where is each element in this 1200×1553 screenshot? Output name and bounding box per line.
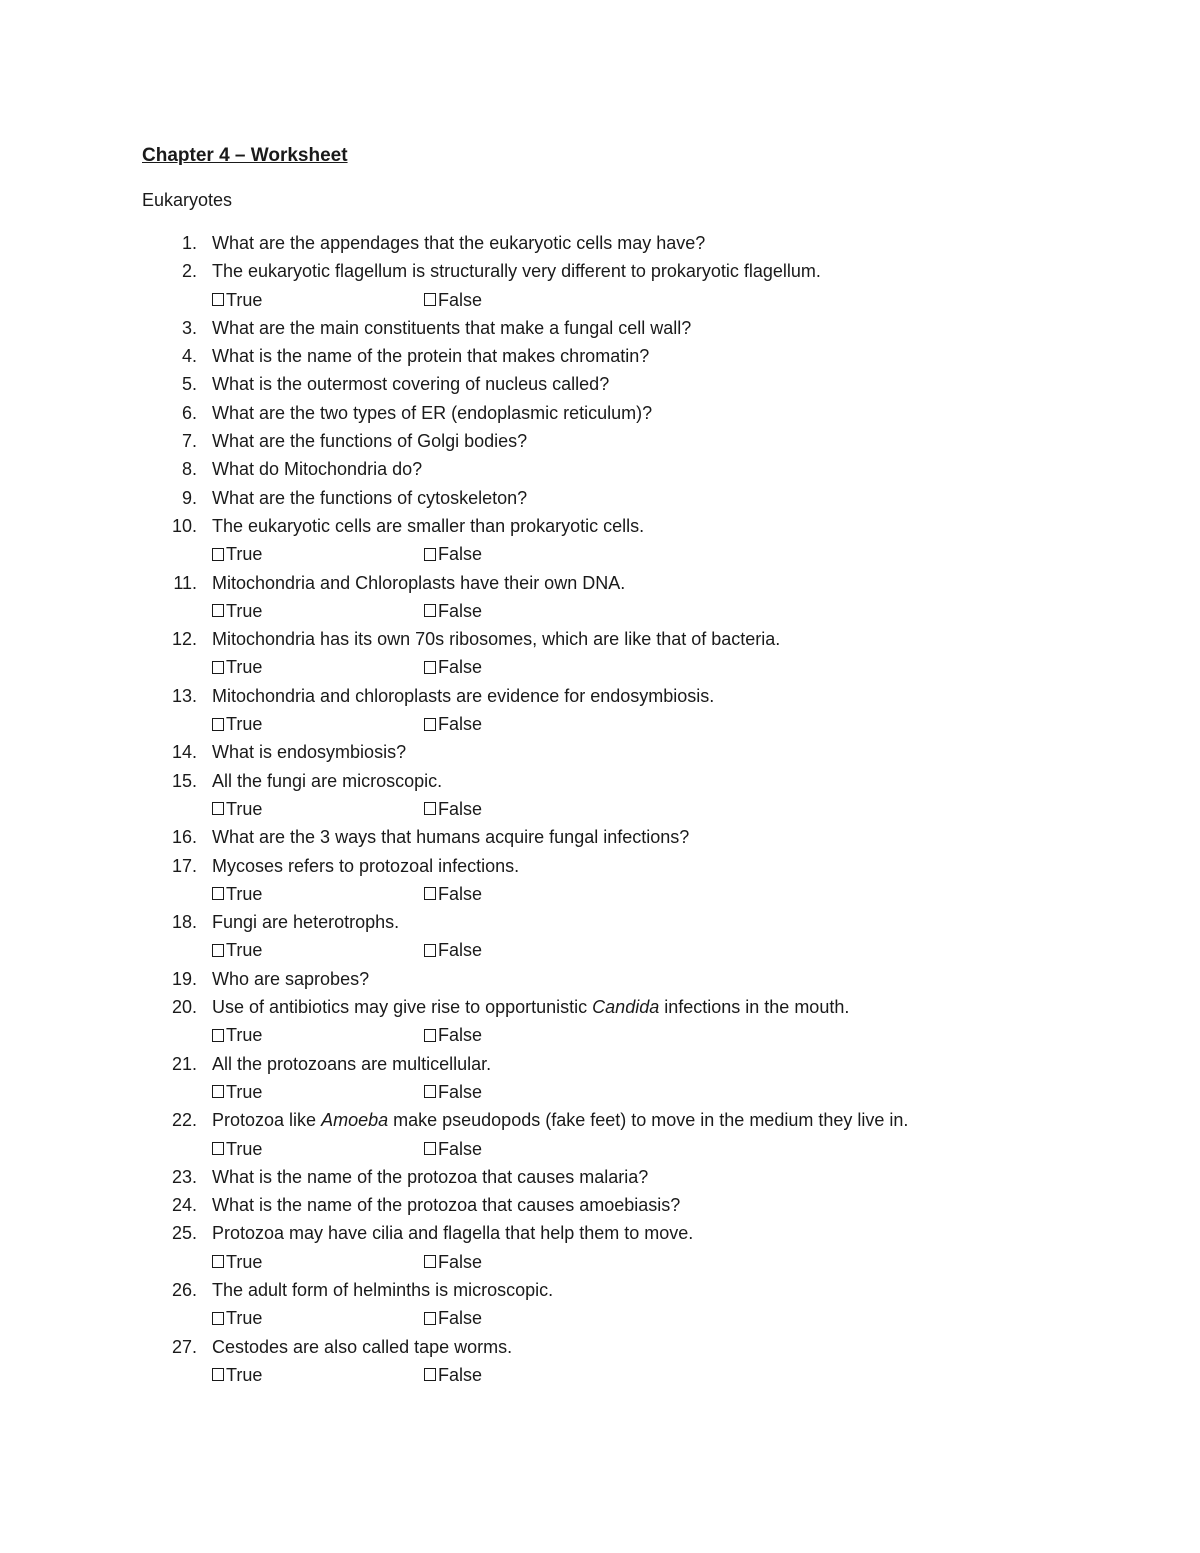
true-label: True — [226, 940, 263, 961]
question-number: 5. — [181, 374, 197, 395]
question-number: 6. — [181, 402, 197, 423]
false-label: False — [438, 798, 483, 819]
question-text — [212, 993, 849, 1021]
true-false-options — [0, 936, 1200, 964]
false-label: False — [438, 1251, 483, 1272]
question-item — [0, 767, 1200, 795]
checkbox-icon[interactable] — [212, 1085, 224, 1098]
question-item — [0, 682, 1200, 710]
true-option[interactable] — [212, 936, 262, 964]
checkbox-icon[interactable] — [424, 293, 436, 306]
false-option[interactable] — [424, 1135, 482, 1163]
checkbox-icon[interactable] — [212, 1312, 224, 1325]
question-text: Mitochondria has its own 70s ribosomes, which are like that of bacteria. — [212, 629, 781, 650]
checkbox-icon[interactable] — [424, 604, 436, 617]
checkbox-icon[interactable] — [424, 548, 436, 561]
question-text: What are the 3 ways that humans acquire fungal infections? — [212, 827, 690, 848]
question-number: 4. — [181, 346, 197, 367]
question-text: What are the functions of Golgi bodies? — [212, 431, 528, 452]
true-label: True — [226, 657, 263, 678]
true-label: True — [226, 544, 263, 565]
question-number: 18. — [171, 912, 197, 933]
question-number: 19. — [171, 968, 197, 989]
question-text: What are the two types of ER (endoplasmic reticulum)? — [212, 402, 653, 423]
checkbox-icon[interactable] — [212, 802, 224, 815]
question-number: 9. — [181, 487, 197, 508]
question-number: 14. — [171, 742, 197, 763]
true-label: True — [226, 1025, 263, 1046]
question-number: 16. — [171, 827, 197, 848]
true-option[interactable] — [212, 1135, 262, 1163]
false-label: False — [438, 657, 483, 678]
checkbox-icon[interactable] — [212, 604, 224, 617]
false-option[interactable] — [424, 1361, 482, 1389]
true-option[interactable] — [212, 1361, 262, 1389]
true-label: True — [226, 798, 263, 819]
question-text: What are the main constituents that make a fungal cell wall? — [212, 317, 692, 338]
true-option[interactable] — [212, 1078, 262, 1106]
question-item — [0, 1163, 1200, 1191]
question-text: Cestodes are also called tape worms. — [212, 1336, 513, 1357]
question-item — [0, 257, 1200, 285]
question-text: Mycoses refers to protozoal infections. — [212, 855, 520, 876]
true-option[interactable] — [212, 880, 262, 908]
question-text: The adult form of helminths is microscopic. — [212, 1279, 554, 1300]
question-number: 3. — [181, 317, 197, 338]
false-label: False — [438, 940, 483, 961]
question-text: The eukaryotic flagellum is structurally very different to prokaryotic flagellum. — [212, 261, 821, 282]
false-label: False — [438, 544, 483, 565]
false-label: False — [438, 1081, 483, 1102]
true-false-options — [0, 653, 1200, 681]
question-item — [0, 993, 1200, 1021]
question-text — [212, 1106, 908, 1134]
question-text-part: Use of antibiotics may give rise to opportunistic — [212, 997, 593, 1018]
true-option[interactable] — [212, 795, 262, 823]
question-item — [0, 852, 1200, 880]
true-option[interactable] — [212, 1021, 262, 1049]
true-option[interactable] — [212, 653, 262, 681]
question-item — [0, 399, 1200, 427]
question-number: 10. — [171, 515, 197, 536]
false-option[interactable] — [424, 795, 482, 823]
true-false-options — [0, 1248, 1200, 1276]
question-item — [0, 738, 1200, 766]
checkbox-icon[interactable] — [424, 1142, 436, 1155]
question-number: 26. — [171, 1279, 197, 1300]
true-label: True — [226, 714, 263, 735]
true-false-options — [0, 540, 1200, 568]
true-false-options — [0, 1078, 1200, 1106]
question-number: 11. — [173, 572, 197, 593]
true-label: True — [226, 289, 263, 310]
false-option[interactable] — [424, 1304, 482, 1332]
question-text: What is the outermost covering of nucleus called? — [212, 374, 610, 395]
false-option[interactable] — [424, 880, 482, 908]
question-item — [0, 1191, 1200, 1219]
checkbox-icon[interactable] — [212, 718, 224, 731]
false-option[interactable] — [424, 936, 482, 964]
false-option[interactable] — [424, 653, 482, 681]
question-text-part: infections in the mouth. — [659, 997, 850, 1018]
question-number: 21. — [171, 1053, 197, 1074]
true-option[interactable] — [212, 1304, 262, 1332]
question-number: 23. — [171, 1166, 197, 1187]
checkbox-icon[interactable] — [424, 1368, 436, 1381]
false-label: False — [438, 1025, 483, 1046]
question-text-part: Protozoa like — [212, 1110, 322, 1131]
true-option[interactable] — [212, 710, 262, 738]
checkbox-icon[interactable] — [424, 1029, 436, 1042]
false-option[interactable] — [424, 1021, 482, 1049]
question-text: Mitochondria and chloroplasts are evidence for endosymbiosis. — [212, 685, 715, 706]
false-option[interactable] — [424, 710, 482, 738]
question-number: 24. — [171, 1195, 197, 1216]
true-option[interactable] — [212, 540, 262, 568]
section-heading: Eukaryotes — [142, 190, 233, 210]
question-text: What is the name of the protozoa that causes malaria? — [212, 1166, 649, 1187]
false-option[interactable] — [424, 597, 482, 625]
question-item — [0, 1276, 1200, 1304]
checkbox-icon[interactable] — [212, 887, 224, 900]
true-label: True — [226, 600, 263, 621]
true-option[interactable] — [212, 286, 262, 314]
checkbox-icon[interactable] — [212, 661, 224, 674]
question-number: 13. — [171, 685, 197, 706]
question-item — [0, 370, 1200, 398]
true-false-options — [0, 597, 1200, 625]
true-label: True — [226, 1308, 263, 1329]
checkbox-icon[interactable] — [424, 1312, 436, 1325]
question-item — [0, 1106, 1200, 1134]
question-text: What are the functions of cytoskeleton? — [212, 487, 528, 508]
false-label: False — [438, 289, 483, 310]
true-option[interactable] — [212, 1248, 262, 1276]
question-text-part: make pseudopods (fake feet) to move in the medium they live in. — [388, 1110, 909, 1131]
checkbox-icon[interactable] — [212, 548, 224, 561]
true-false-options — [0, 286, 1200, 314]
false-option[interactable] — [424, 540, 482, 568]
question-item — [0, 1050, 1200, 1078]
false-option[interactable] — [424, 1078, 482, 1106]
false-label: False — [438, 714, 483, 735]
checkbox-icon[interactable] — [424, 718, 436, 731]
question-number: 12. — [171, 629, 197, 650]
checkbox-icon[interactable] — [212, 1142, 224, 1155]
question-number: 8. — [181, 459, 197, 480]
true-label: True — [226, 1081, 263, 1102]
checkbox-icon[interactable] — [212, 944, 224, 957]
question-number: 7. — [181, 431, 197, 452]
question-number: 20. — [171, 997, 197, 1018]
question-text: All the protozoans are multicellular. — [212, 1053, 492, 1074]
question-number: 15. — [171, 770, 197, 791]
false-label: False — [438, 883, 483, 904]
checkbox-icon[interactable] — [424, 887, 436, 900]
false-label: False — [438, 600, 483, 621]
question-list — [0, 229, 1200, 1389]
true-false-options — [0, 1021, 1200, 1049]
italic-term: Candida — [592, 997, 660, 1018]
question-number: 1. — [181, 233, 197, 253]
checkbox-icon[interactable] — [212, 293, 224, 306]
question-text: What is endosymbiosis? — [212, 742, 407, 763]
question-text: All the fungi are microscopic. — [212, 770, 443, 791]
checkbox-icon[interactable] — [424, 944, 436, 957]
question-number: 27. — [171, 1336, 197, 1357]
true-false-options — [0, 1135, 1200, 1163]
italic-term: Amoeba — [321, 1110, 389, 1131]
page-title: Chapter 4 – Worksheet — [142, 145, 348, 166]
question-item — [0, 342, 1200, 370]
question-text: Fungi are heterotrophs. — [212, 912, 400, 933]
question-text: What is the name of the protein that makes chromatin? — [212, 346, 650, 367]
question-item — [0, 427, 1200, 455]
question-text: What do Mitochondria do? — [212, 459, 423, 480]
question-item — [0, 229, 1200, 257]
true-label: True — [226, 1251, 263, 1272]
true-false-options — [0, 880, 1200, 908]
checkbox-icon[interactable] — [424, 1085, 436, 1098]
false-label: False — [438, 1138, 483, 1159]
question-item — [0, 569, 1200, 597]
true-option[interactable] — [212, 597, 262, 625]
question-item — [0, 455, 1200, 483]
question-number: 2. — [181, 261, 197, 282]
question-item — [0, 625, 1200, 653]
true-label: True — [226, 883, 263, 904]
true-false-options — [0, 795, 1200, 823]
false-option[interactable] — [424, 1248, 482, 1276]
question-text: What is the name of the protozoa that causes amoebiasis? — [212, 1195, 681, 1216]
checkbox-icon[interactable] — [212, 1255, 224, 1268]
question-item — [0, 823, 1200, 851]
question-item — [0, 1219, 1200, 1247]
question-text: Protozoa may have cilia and flagella that help them to move. — [212, 1223, 694, 1244]
question-item — [0, 314, 1200, 342]
checkbox-icon[interactable] — [212, 1368, 224, 1381]
true-false-options — [0, 710, 1200, 738]
question-number: 25. — [171, 1223, 197, 1244]
question-text: Who are saprobes? — [212, 968, 370, 989]
true-false-options — [0, 1361, 1200, 1389]
false-label: False — [438, 1308, 483, 1329]
checkbox-icon[interactable] — [212, 1029, 224, 1042]
true-label: True — [226, 1138, 263, 1159]
question-number: 17. — [171, 855, 197, 876]
checkbox-icon[interactable] — [424, 802, 436, 815]
true-label: True — [226, 1364, 263, 1385]
question-item — [0, 1333, 1200, 1361]
question-item — [0, 908, 1200, 936]
false-label: False — [438, 1364, 483, 1385]
question-item — [0, 484, 1200, 512]
false-option[interactable] — [424, 286, 482, 314]
question-item — [0, 512, 1200, 540]
question-text: The eukaryotic cells are smaller than prokaryotic cells. — [212, 515, 645, 536]
question-text: What are the appendages that the eukaryotic cells may have? — [212, 233, 706, 253]
checkbox-icon[interactable] — [424, 1255, 436, 1268]
question-number: 22. — [171, 1110, 197, 1131]
true-false-options — [0, 1304, 1200, 1332]
checkbox-icon[interactable] — [424, 661, 436, 674]
question-text: Mitochondria and Chloroplasts have their own DNA. — [212, 572, 626, 593]
question-item — [0, 965, 1200, 993]
